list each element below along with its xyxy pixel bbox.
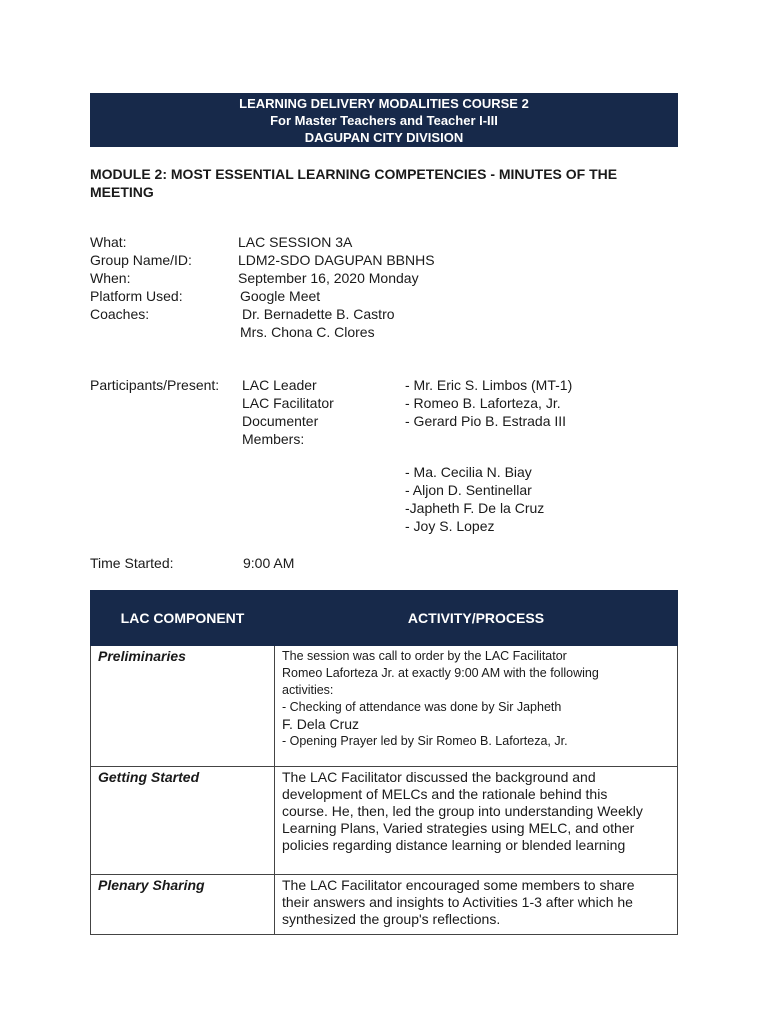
when-label: When: bbox=[90, 270, 131, 286]
course-banner bbox=[90, 93, 678, 147]
module-title: MODULE 2: MOST ESSENTIAL LEARNING COMPETENCIES - MINUTES OF THE MEETING bbox=[90, 166, 618, 200]
activity-line: activities: bbox=[282, 683, 334, 697]
component-cell: Getting Started bbox=[91, 767, 275, 875]
activity-line: policies regarding distance learning or blended learning bbox=[282, 837, 626, 853]
component-cell: Preliminaries bbox=[91, 646, 275, 767]
activity-line: their answers and insights to Activities 1-3 after which he bbox=[282, 894, 633, 910]
member-name: - Joy S. Lopez bbox=[405, 518, 495, 534]
activity-line: - Checking of attendance was done by Sir Japheth bbox=[282, 700, 562, 714]
participant-name: - Gerard Pio B. Estrada III bbox=[405, 413, 567, 429]
lac-table bbox=[90, 590, 678, 935]
activity-line: Learning Plans, Varied strategies using MELC, and other bbox=[282, 820, 635, 836]
component-cell: Plenary Sharing bbox=[91, 875, 275, 935]
activity-line: The LAC Facilitator discussed the background and bbox=[282, 769, 596, 785]
when-value: September 16, 2020 Monday bbox=[238, 270, 419, 286]
activity-line: F. Dela Cruz bbox=[282, 716, 360, 732]
what-label: What: bbox=[90, 234, 127, 250]
activity-cell bbox=[275, 875, 678, 935]
role-label: LAC Leader bbox=[242, 377, 317, 393]
banner-title: LEARNING DELIVERY MODALITIES COURSE 2 bbox=[239, 96, 529, 111]
table-row bbox=[91, 767, 678, 875]
platform-value: Google Meet bbox=[240, 288, 321, 304]
role-label: Members: bbox=[242, 431, 305, 447]
activity-line: The LAC Facilitator encouraged some members to share bbox=[282, 877, 635, 893]
time-started-value: 9:00 AM bbox=[243, 555, 295, 571]
what-value: LAC SESSION 3A bbox=[238, 234, 353, 250]
role-label: LAC Facilitator bbox=[242, 395, 334, 411]
member-name: - Ma. Cecilia N. Biay bbox=[405, 464, 532, 480]
coach-name: Mrs. Chona C. Clores bbox=[240, 324, 375, 340]
member-name: -Japheth F. De la Cruz bbox=[405, 500, 545, 516]
participant-name: - Romeo B. Laforteza, Jr. bbox=[405, 395, 561, 411]
activity-line: synthesized the group's reflections. bbox=[282, 911, 501, 927]
activity-line: course. He, then, led the group into understanding Weekly bbox=[282, 803, 643, 819]
activity-line: The session was call to order by the LAC Facilitator bbox=[282, 649, 567, 663]
activity-line: development of MELCs and the rationale behind this bbox=[282, 786, 608, 802]
table-row bbox=[91, 646, 678, 767]
header-activity-process: ACTIVITY/PROCESS bbox=[275, 591, 678, 646]
coaches-label: Coaches: bbox=[90, 306, 150, 322]
activity-line: - Opening Prayer led by Sir Romeo B. Laforteza, Jr. bbox=[282, 734, 568, 748]
banner-division: DAGUPAN CITY DIVISION bbox=[304, 130, 464, 145]
group-label: Group Name/ID: bbox=[90, 252, 192, 268]
header-lac-component: LAC COMPONENT bbox=[91, 591, 275, 646]
member-name: - Aljon D. Sentinellar bbox=[405, 482, 532, 498]
time-started-label: Time Started: bbox=[90, 555, 174, 571]
participants-label: Participants/Present: bbox=[90, 377, 220, 393]
platform-label: Platform Used: bbox=[90, 288, 183, 304]
participant-name: - Mr. Eric S. Limbos (MT-1) bbox=[405, 377, 573, 393]
table-header-row bbox=[91, 591, 678, 646]
activity-cell bbox=[275, 767, 678, 875]
activity-line: Romeo Laforteza Jr. at exactly 9:00 AM with the following bbox=[282, 666, 599, 680]
activity-cell bbox=[275, 646, 678, 767]
group-value: LDM2-SDO DAGUPAN BBNHS bbox=[238, 252, 435, 268]
banner-subtitle: For Master Teachers and Teacher I-III bbox=[270, 113, 498, 128]
role-label: Documenter bbox=[242, 413, 319, 429]
table-row bbox=[91, 875, 678, 935]
coach-name: Dr. Bernadette B. Castro bbox=[242, 306, 395, 322]
